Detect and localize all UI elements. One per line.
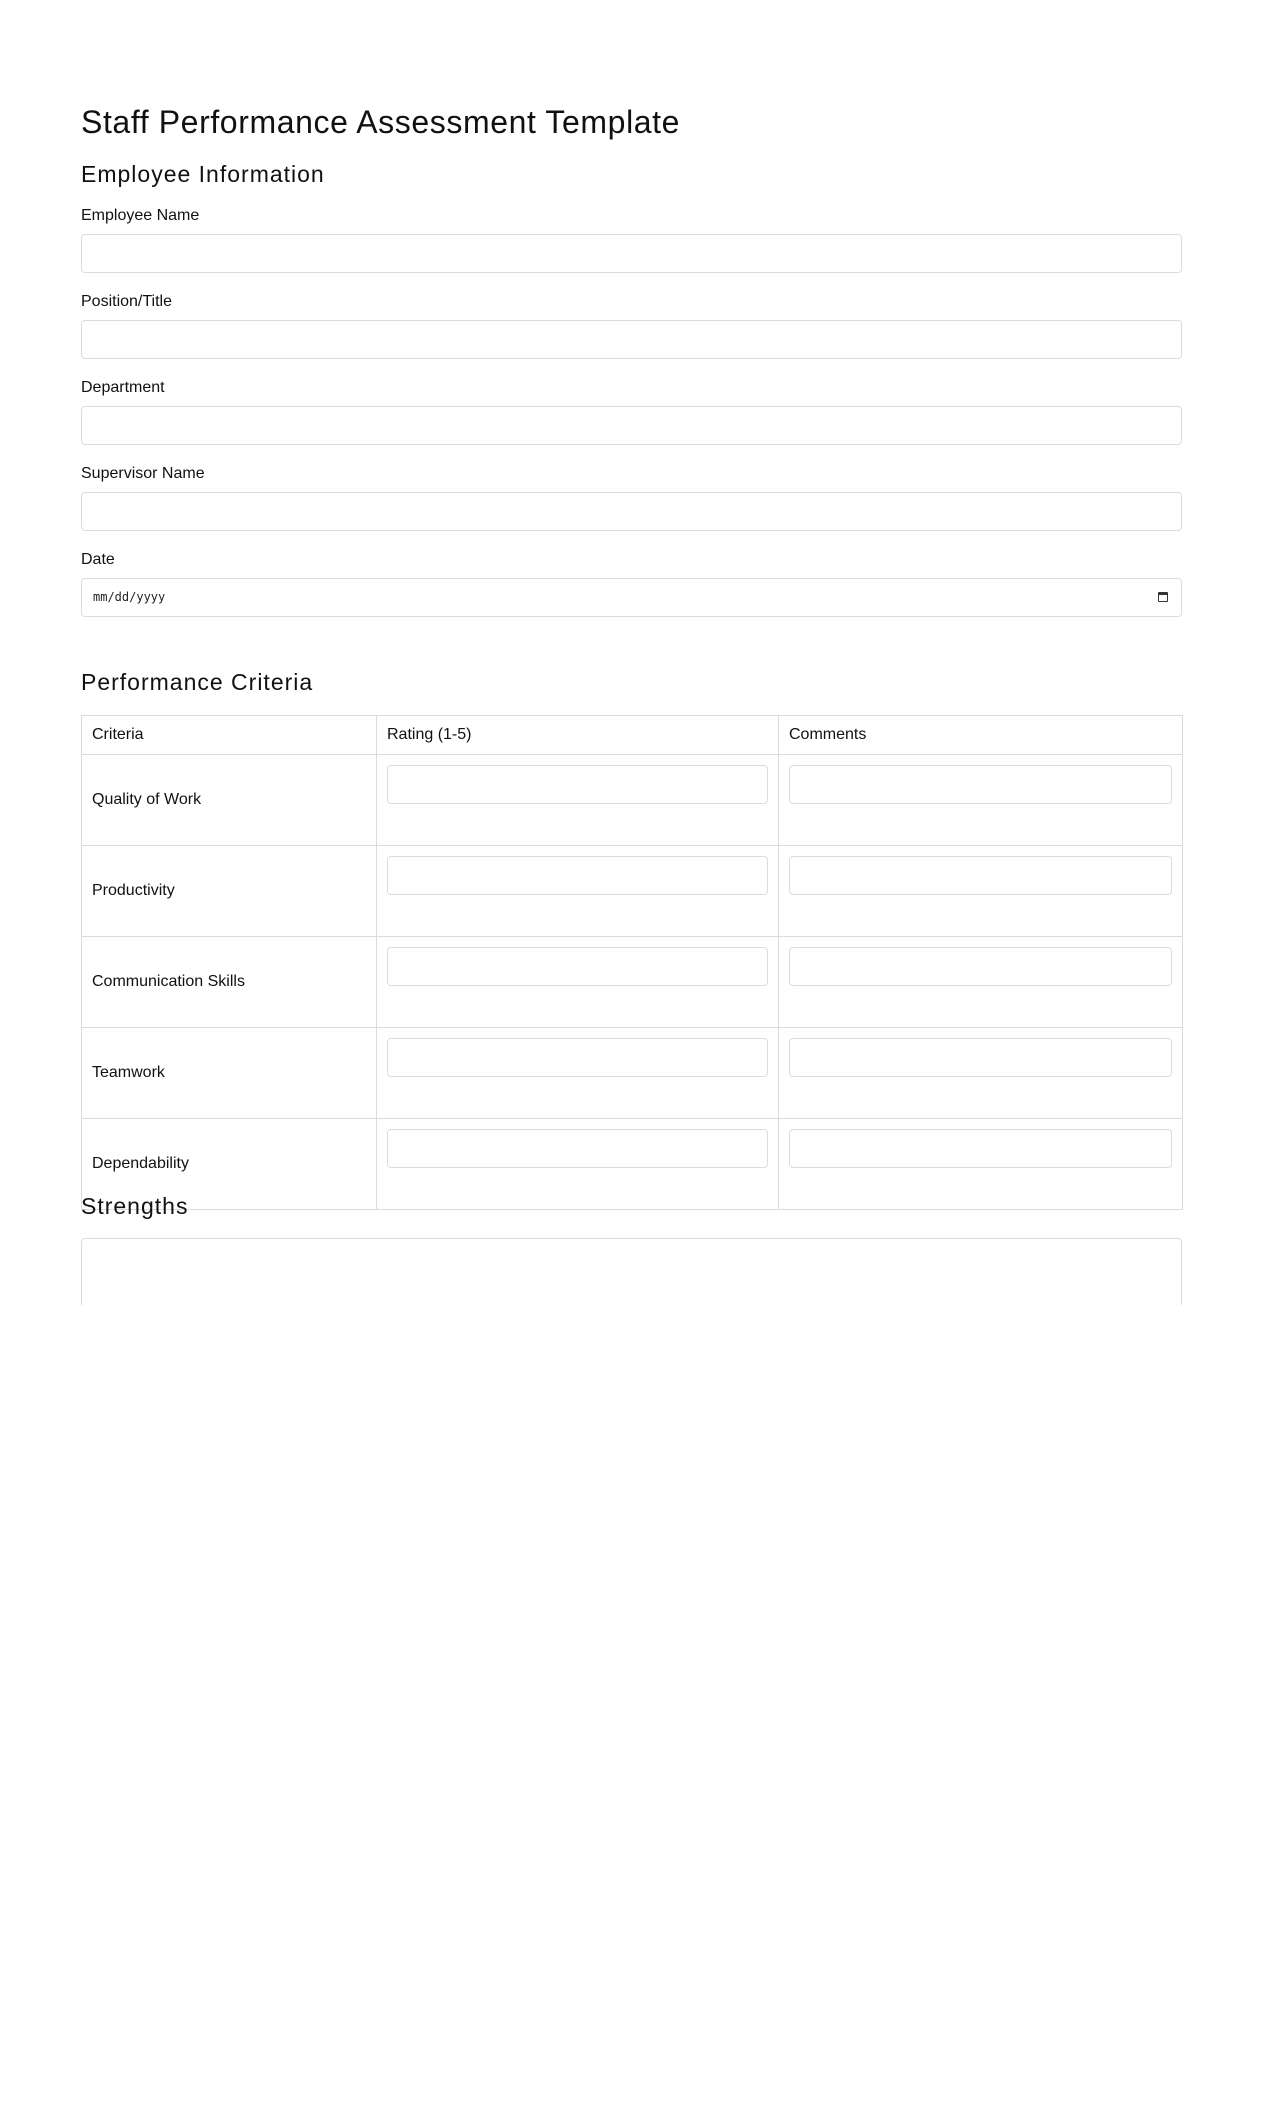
rating-cell xyxy=(377,1119,779,1210)
supervisor-name-label: Supervisor Name xyxy=(81,465,205,482)
employee-name-input[interactable] xyxy=(81,234,1182,273)
table-row xyxy=(82,846,1183,937)
criteria-cell: Productivity xyxy=(82,846,377,937)
section-heading-strengths: Strengths xyxy=(81,1193,189,1219)
comments-cell xyxy=(779,1028,1183,1119)
criteria-cell: Communication Skills xyxy=(82,937,377,1028)
performance-criteria-table xyxy=(81,715,1183,1210)
comments-cell xyxy=(779,755,1183,846)
rating-input[interactable] xyxy=(387,1038,768,1077)
rating-input[interactable] xyxy=(387,765,768,804)
comments-cell xyxy=(779,846,1183,937)
column-header-comments: Comments xyxy=(779,716,1183,755)
table-row xyxy=(82,755,1183,846)
comments-cell xyxy=(779,937,1183,1028)
table-header-row xyxy=(82,716,1183,755)
rating-input[interactable] xyxy=(387,1129,768,1168)
criteria-cell: Teamwork xyxy=(82,1028,377,1119)
rating-cell xyxy=(377,937,779,1028)
section-heading-employee-information: Employee Information xyxy=(81,161,325,187)
employee-name-label: Employee Name xyxy=(81,207,200,224)
comments-input[interactable] xyxy=(789,1038,1172,1077)
page-title: Staff Performance Assessment Template xyxy=(81,104,681,140)
date-label: Date xyxy=(81,551,115,568)
criteria-cell: Quality of Work xyxy=(82,755,377,846)
rating-cell xyxy=(377,755,779,846)
position-title-input[interactable] xyxy=(81,320,1182,359)
position-title-label: Position/Title xyxy=(81,293,172,310)
comments-cell xyxy=(779,1119,1183,1210)
table-row xyxy=(82,1028,1183,1119)
rating-input[interactable] xyxy=(387,947,768,986)
date-input[interactable] xyxy=(81,578,1182,617)
date-placeholder: mm/dd/yyyy xyxy=(93,590,166,604)
department-label: Department xyxy=(81,379,165,396)
department-input[interactable] xyxy=(81,406,1182,445)
table-row xyxy=(82,1119,1183,1210)
rating-input[interactable] xyxy=(387,856,768,895)
comments-input[interactable] xyxy=(789,1129,1172,1168)
section-heading-performance-criteria: Performance Criteria xyxy=(81,669,314,695)
table-row xyxy=(82,937,1183,1028)
rating-cell xyxy=(377,1028,779,1119)
supervisor-name-input[interactable] xyxy=(81,492,1182,531)
column-header-criteria: Criteria xyxy=(82,716,377,755)
rating-cell xyxy=(377,846,779,937)
comments-input[interactable] xyxy=(789,856,1172,895)
calendar-icon[interactable] xyxy=(1158,592,1168,602)
comments-input[interactable] xyxy=(789,947,1172,986)
column-header-rating: Rating (1-5) xyxy=(377,716,779,755)
comments-input[interactable] xyxy=(789,765,1172,804)
criteria-cell: Dependability xyxy=(82,1119,377,1210)
strengths-textarea[interactable] xyxy=(81,1238,1182,1305)
